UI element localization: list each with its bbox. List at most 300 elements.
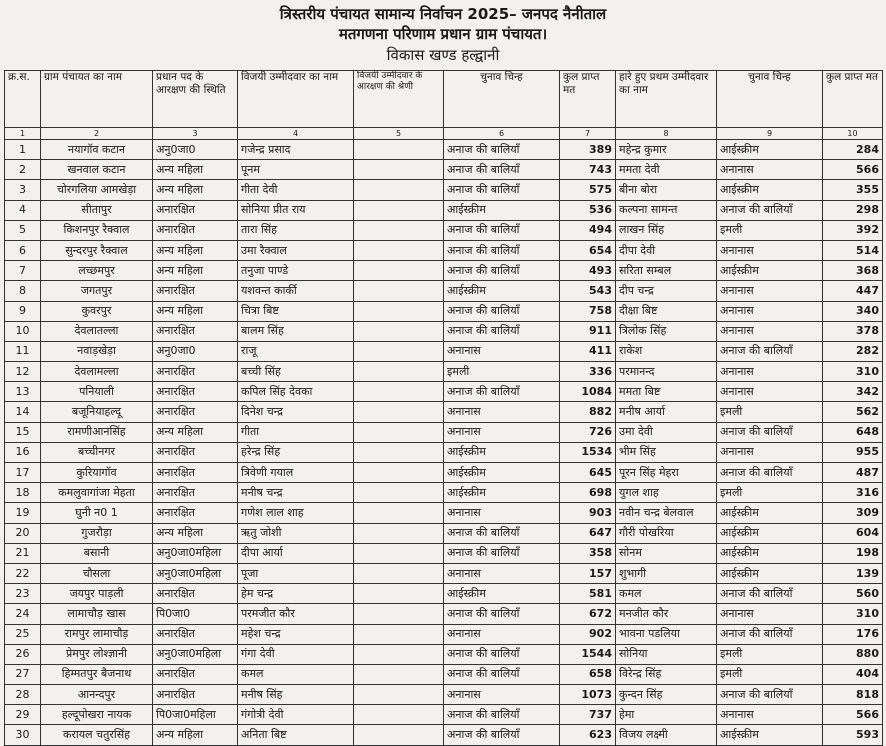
column-number: 10: [823, 128, 883, 140]
winner-votes-cell: 698: [560, 483, 616, 503]
serial-cell: 7: [5, 261, 41, 281]
reservation-cell: अनु0जा0: [153, 140, 238, 160]
table-row: [5, 463, 883, 483]
winner-symbol-cell: अनानास: [444, 685, 560, 705]
runner-up-symbol-cell: अनानास: [717, 240, 823, 260]
runner-up-symbol-cell: आईस्क्रीम: [717, 180, 823, 200]
runner-up-votes-cell: 562: [823, 402, 883, 422]
winner-category-cell: [354, 341, 444, 361]
runner-up-cell: दीप चन्द्र: [616, 281, 717, 301]
serial-cell: 9: [5, 301, 41, 321]
runner-up-cell: दीक्षा बिष्ट: [616, 301, 717, 321]
winner-cell: परमजीत कौर: [238, 604, 354, 624]
table-row: [5, 705, 883, 725]
runner-up-votes-cell: 342: [823, 382, 883, 402]
winner-category-cell: [354, 140, 444, 160]
runner-up-symbol-cell: अनानास: [717, 321, 823, 341]
runner-up-cell: शुभागी: [616, 563, 717, 583]
runner-up-cell: मनजीत कौर: [616, 604, 717, 624]
runner-up-symbol-cell: इमली: [717, 483, 823, 503]
reservation-cell: अन्य महिला: [153, 301, 238, 321]
serial-cell: 6: [5, 240, 41, 260]
winner-votes-cell: 654: [560, 240, 616, 260]
reservation-cell: अनारक्षित: [153, 321, 238, 341]
winner-votes-cell: 494: [560, 220, 616, 240]
runner-up-votes-cell: 298: [823, 200, 883, 220]
reservation-cell: अनारक्षित: [153, 624, 238, 644]
winner-votes-cell: 672: [560, 604, 616, 624]
runner-up-symbol-cell: आईस्क्रीम: [717, 140, 823, 160]
village-cell: लच्छमपुर: [41, 261, 153, 281]
result-subtitle: मतगणना परिणाम प्रधान ग्राम पंचायत।: [338, 25, 548, 43]
reservation-cell: अन्य महिला: [153, 160, 238, 180]
table-row: [5, 604, 883, 624]
winner-symbol-cell: अनाज की बालियॉं: [444, 604, 560, 624]
winner-votes-cell: 882: [560, 402, 616, 422]
serial-cell: 26: [5, 644, 41, 664]
block-name: विकास खण्ड हल्द्वानी: [386, 46, 500, 64]
table-row: [5, 644, 883, 664]
village-cell: गुजरौड़ा: [41, 523, 153, 543]
runner-up-votes-cell: 368: [823, 261, 883, 281]
serial-cell: 29: [5, 705, 41, 725]
winner-cell: उमा रैक्वाल: [238, 240, 354, 260]
runner-up-symbol-cell: अनानास: [717, 301, 823, 321]
serial-cell: 27: [5, 664, 41, 684]
column-number: 7: [560, 128, 616, 140]
runner-up-votes-cell: 880: [823, 644, 883, 664]
runner-up-cell: गौरी पोखरिया: [616, 523, 717, 543]
winner-category-cell: [354, 362, 444, 382]
winner-symbol-cell: अनानास: [444, 422, 560, 442]
winner-cell: गीता: [238, 422, 354, 442]
runner-up-symbol-cell: अनाज की बालियॉं: [717, 584, 823, 604]
header-serial: क्र.स.: [5, 71, 41, 128]
serial-cell: 19: [5, 503, 41, 523]
winner-cell: हरेन्द्र सिंह: [238, 442, 354, 462]
runner-up-votes-cell: 604: [823, 523, 883, 543]
serial-cell: 10: [5, 321, 41, 341]
winner-votes-cell: 536: [560, 200, 616, 220]
winner-cell: त्रिवेणी गयाल: [238, 463, 354, 483]
winner-cell: बच्ची सिंह: [238, 362, 354, 382]
serial-cell: 12: [5, 362, 41, 382]
reservation-cell: अनारक्षित: [153, 281, 238, 301]
runner-up-symbol-cell: अनाज की बालियॉं: [717, 624, 823, 644]
winner-cell: गणेश लाल शाह: [238, 503, 354, 523]
runner-up-votes-cell: 309: [823, 503, 883, 523]
winner-symbol-cell: अनाज की बालियॉं: [444, 321, 560, 341]
runner-up-cell: युगल शाह: [616, 483, 717, 503]
runner-up-symbol-cell: अनानास: [717, 705, 823, 725]
runner-up-votes-cell: 566: [823, 160, 883, 180]
serial-cell: 4: [5, 200, 41, 220]
winner-cell: दिनेश चन्द्र: [238, 402, 354, 422]
document-header: [0, 0, 886, 66]
winner-category-cell: [354, 180, 444, 200]
winner-votes-cell: 543: [560, 281, 616, 301]
winner-cell: राजू: [238, 341, 354, 361]
winner-category-cell: [354, 483, 444, 503]
runner-up-votes-cell: 198: [823, 543, 883, 563]
runner-up-symbol-cell: अनानास: [717, 281, 823, 301]
runner-up-cell: विरेन्द्र सिंह: [616, 664, 717, 684]
winner-symbol-cell: अनाज की बालियॉं: [444, 220, 560, 240]
winner-cell: कमल: [238, 664, 354, 684]
runner-up-cell: दीपा देवी: [616, 240, 717, 260]
runner-up-cell: ममता बिष्ट: [616, 382, 717, 402]
table-row: [5, 584, 883, 604]
winner-cell: गीता देवी: [238, 180, 354, 200]
winner-category-cell: [354, 402, 444, 422]
village-cell: नवाड़खेड़ा: [41, 341, 153, 361]
serial-cell: 15: [5, 422, 41, 442]
winner-category-cell: [354, 160, 444, 180]
winner-votes-cell: 1084: [560, 382, 616, 402]
winner-symbol-cell: इमली: [444, 362, 560, 382]
winner-symbol-cell: अनानास: [444, 563, 560, 583]
winner-category-cell: [354, 644, 444, 664]
serial-cell: 28: [5, 685, 41, 705]
table-row: [5, 160, 883, 180]
winner-cell: पूनम: [238, 160, 354, 180]
winner-votes-cell: 1534: [560, 442, 616, 462]
reservation-cell: अनारक्षित: [153, 382, 238, 402]
runner-up-cell: कुन्दन सिंह: [616, 685, 717, 705]
reservation-cell: अनु0जा0महिला: [153, 644, 238, 664]
serial-cell: 22: [5, 563, 41, 583]
winner-symbol-cell: अनाज की बालियॉं: [444, 543, 560, 563]
village-cell: नयागॉव कटान: [41, 140, 153, 160]
winner-votes-cell: 658: [560, 664, 616, 684]
runner-up-cell: कमल: [616, 584, 717, 604]
village-cell: हल्दूपोखरा नायक: [41, 705, 153, 725]
village-cell: हिम्मतपुर बैजनाथ: [41, 664, 153, 684]
village-cell: खनवाल कटान: [41, 160, 153, 180]
table-row: [5, 543, 883, 563]
serial-cell: 17: [5, 463, 41, 483]
header-runner-up-symbol: चुनाव चिन्ह: [717, 71, 823, 128]
winner-votes-cell: 911: [560, 321, 616, 341]
runner-up-cell: लाखन सिंह: [616, 220, 717, 240]
serial-cell: 8: [5, 281, 41, 301]
runner-up-symbol-cell: अनानास: [717, 362, 823, 382]
reservation-cell: अनारक्षित: [153, 503, 238, 523]
serial-cell: 16: [5, 442, 41, 462]
winner-votes-cell: 737: [560, 705, 616, 725]
winner-votes-cell: 358: [560, 543, 616, 563]
village-cell: किशनपुर रैक्वाल: [41, 220, 153, 240]
winner-cell: अनिता बिष्ट: [238, 725, 354, 745]
runner-up-symbol-cell: अनाज की बालियॉं: [717, 422, 823, 442]
winner-cell: मनीष सिंह: [238, 685, 354, 705]
runner-up-cell: उमा देवी: [616, 422, 717, 442]
winner-votes-cell: 743: [560, 160, 616, 180]
winner-symbol-cell: अनाज की बालियॉं: [444, 644, 560, 664]
winner-category-cell: [354, 503, 444, 523]
reservation-cell: अनु0जा0महिला: [153, 543, 238, 563]
winner-category-cell: [354, 584, 444, 604]
serial-cell: 21: [5, 543, 41, 563]
serial-cell: 2: [5, 160, 41, 180]
winner-category-cell: [354, 563, 444, 583]
village-cell: जगतपुर: [41, 281, 153, 301]
winner-symbol-cell: अनाज की बालियॉं: [444, 160, 560, 180]
winner-symbol-cell: आईस्क्रीम: [444, 463, 560, 483]
reservation-cell: अनारक्षित: [153, 402, 238, 422]
serial-cell: 18: [5, 483, 41, 503]
runner-up-symbol-cell: अनाज की बालियॉं: [717, 341, 823, 361]
serial-cell: 5: [5, 220, 41, 240]
winner-category-cell: [354, 725, 444, 745]
serial-cell: 13: [5, 382, 41, 402]
serial-cell: 1: [5, 140, 41, 160]
winner-category-cell: [354, 523, 444, 543]
reservation-cell: पि0जा0महिला: [153, 705, 238, 725]
runner-up-cell: महेन्द्र कुमार: [616, 140, 717, 160]
header-reservation: प्रधान पद के आरक्षण की स्थिति: [153, 71, 238, 128]
reservation-cell: अन्य महिला: [153, 422, 238, 442]
reservation-cell: पि0जा0: [153, 604, 238, 624]
runner-up-cell: हेमा: [616, 705, 717, 725]
village-cell: घुनी न0 1: [41, 503, 153, 523]
winner-cell: महेश चन्द्र: [238, 624, 354, 644]
table-row: [5, 725, 883, 745]
runner-up-votes-cell: 514: [823, 240, 883, 260]
reservation-cell: अनु0जा0महिला: [153, 563, 238, 583]
runner-up-cell: कल्पना सामन्त: [616, 200, 717, 220]
column-number: 4: [238, 128, 354, 140]
table-row: [5, 402, 883, 422]
runner-up-cell: सोनिया: [616, 644, 717, 664]
village-cell: कुवरपुर: [41, 301, 153, 321]
column-number: 3: [153, 128, 238, 140]
table-row: [5, 523, 883, 543]
runner-up-cell: भीम सिंह: [616, 442, 717, 462]
serial-cell: 24: [5, 604, 41, 624]
table-row: [5, 483, 883, 503]
winner-symbol-cell: अनाज की बालियॉं: [444, 140, 560, 160]
village-cell: पनियाली: [41, 382, 153, 402]
village-cell: कमलुवागांजा मेहता: [41, 483, 153, 503]
runner-up-votes-cell: 955: [823, 442, 883, 462]
table-row: [5, 240, 883, 260]
column-number: 6: [444, 128, 560, 140]
header-runner-up: हारे हुए प्रथम उम्मीदवार का नाम: [616, 71, 717, 128]
winner-votes-cell: 645: [560, 463, 616, 483]
winner-cell: तारा सिंह: [238, 220, 354, 240]
runner-up-cell: पूरन सिंह मेहरा: [616, 463, 717, 483]
winner-symbol-cell: आईस्क्रीम: [444, 200, 560, 220]
runner-up-votes-cell: 176: [823, 624, 883, 644]
serial-cell: 30: [5, 725, 41, 745]
winner-category-cell: [354, 321, 444, 341]
column-number: 1: [5, 128, 41, 140]
winner-category-cell: [354, 281, 444, 301]
table-row: [5, 200, 883, 220]
table-row: [5, 180, 883, 200]
column-number: 8: [616, 128, 717, 140]
winner-votes-cell: 157: [560, 563, 616, 583]
winner-category-cell: [354, 442, 444, 462]
winner-votes-cell: 903: [560, 503, 616, 523]
winner-votes-cell: 411: [560, 341, 616, 361]
runner-up-cell: भावना पडलिया: [616, 624, 717, 644]
runner-up-votes-cell: 139: [823, 563, 883, 583]
runner-up-votes-cell: 648: [823, 422, 883, 442]
header-winner-symbol: चुनाव चिन्ह: [444, 71, 560, 128]
village-cell: रामणीआनसिंह: [41, 422, 153, 442]
village-cell: देवलामल्ला: [41, 362, 153, 382]
runner-up-votes-cell: 355: [823, 180, 883, 200]
winner-category-cell: [354, 382, 444, 402]
runner-up-votes-cell: 447: [823, 281, 883, 301]
table-row: [5, 664, 883, 684]
runner-up-cell: ममता देवी: [616, 160, 717, 180]
winner-category-cell: [354, 624, 444, 644]
winner-category-cell: [354, 200, 444, 220]
runner-up-votes-cell: 487: [823, 463, 883, 483]
header-winner: विजयी उम्मीदवार का नाम: [238, 71, 354, 128]
reservation-cell: अनारक्षित: [153, 442, 238, 462]
winner-symbol-cell: अनानास: [444, 624, 560, 644]
runner-up-votes-cell: 593: [823, 725, 883, 745]
runner-up-symbol-cell: अनाज की बालियॉं: [717, 463, 823, 483]
reservation-cell: अन्य महिला: [153, 240, 238, 260]
table-row: [5, 341, 883, 361]
runner-up-symbol-cell: इमली: [717, 220, 823, 240]
reservation-cell: अनु0जा0: [153, 341, 238, 361]
header-runner-up-votes: कुल प्राप्त मत: [823, 71, 883, 128]
winner-cell: सोनिया प्रीत राय: [238, 200, 354, 220]
winner-symbol-cell: अनाज की बालियॉं: [444, 705, 560, 725]
election-title: त्रिस्तरीय पंचायत सामान्य निर्वाचन 2025– जनपद नैनीताल: [279, 5, 607, 23]
winner-votes-cell: 575: [560, 180, 616, 200]
winner-votes-cell: 493: [560, 261, 616, 281]
winner-votes-cell: 623: [560, 725, 616, 745]
winner-cell: हेम चन्द्र: [238, 584, 354, 604]
column-number: 9: [717, 128, 823, 140]
village-cell: लामाचौड़ खास: [41, 604, 153, 624]
reservation-cell: अन्य महिला: [153, 261, 238, 281]
village-cell: देवलातल्ला: [41, 321, 153, 341]
winner-votes-cell: 336: [560, 362, 616, 382]
reservation-cell: अनारक्षित: [153, 220, 238, 240]
village-cell: चोरगलिया आमखेड़ा: [41, 180, 153, 200]
table-row: [5, 503, 883, 523]
winner-symbol-cell: अनानास: [444, 503, 560, 523]
runner-up-cell: विजय लक्ष्मी: [616, 725, 717, 745]
winner-category-cell: [354, 604, 444, 624]
winner-cell: पूजा: [238, 563, 354, 583]
winner-cell: दीपा आर्या: [238, 543, 354, 563]
reservation-cell: अनारक्षित: [153, 483, 238, 503]
reservation-cell: अन्य महिला: [153, 725, 238, 745]
winner-category-cell: [354, 463, 444, 483]
reservation-cell: अनारक्षित: [153, 664, 238, 684]
winner-symbol-cell: अनाज की बालियॉं: [444, 180, 560, 200]
runner-up-symbol-cell: अनानास: [717, 160, 823, 180]
runner-up-symbol-cell: अनानास: [717, 382, 823, 402]
header-winner-category: विजयी उम्मीदवार के आरक्षण की श्रेणी: [354, 71, 444, 128]
table-row: [5, 422, 883, 442]
serial-cell: 25: [5, 624, 41, 644]
column-number-row: [5, 128, 883, 140]
runner-up-votes-cell: 310: [823, 604, 883, 624]
runner-up-symbol-cell: अनाज की बालियॉं: [717, 200, 823, 220]
table-row: [5, 281, 883, 301]
winner-category-cell: [354, 705, 444, 725]
winner-cell: ऋतु जोशी: [238, 523, 354, 543]
village-cell: प्रेमपुर लोश्ज्ञानी: [41, 644, 153, 664]
village-cell: बजूनियाहल्दू: [41, 402, 153, 422]
table-row: [5, 362, 883, 382]
winner-symbol-cell: अनाज की बालियॉं: [444, 523, 560, 543]
runner-up-symbol-cell: आईस्क्रीम: [717, 261, 823, 281]
winner-votes-cell: 758: [560, 301, 616, 321]
serial-cell: 11: [5, 341, 41, 361]
runner-up-cell: राकेश: [616, 341, 717, 361]
runner-up-votes-cell: 392: [823, 220, 883, 240]
winner-category-cell: [354, 240, 444, 260]
table-header-row: [5, 71, 883, 128]
reservation-cell: अनारक्षित: [153, 584, 238, 604]
table-row: [5, 261, 883, 281]
winner-cell: यशवन्त कार्की: [238, 281, 354, 301]
winner-symbol-cell: आईस्क्रीम: [444, 442, 560, 462]
runner-up-symbol-cell: अनाज की बालियॉं: [717, 685, 823, 705]
runner-up-symbol-cell: इमली: [717, 664, 823, 684]
winner-cell: चित्रा बिष्ट: [238, 301, 354, 321]
runner-up-symbol-cell: आईस्क्रीम: [717, 563, 823, 583]
winner-category-cell: [354, 543, 444, 563]
runner-up-votes-cell: 560: [823, 584, 883, 604]
winner-symbol-cell: आईस्क्रीम: [444, 483, 560, 503]
winner-category-cell: [354, 664, 444, 684]
runner-up-votes-cell: 404: [823, 664, 883, 684]
winner-category-cell: [354, 422, 444, 442]
village-cell: कुरियागॉव: [41, 463, 153, 483]
column-number: 2: [41, 128, 153, 140]
runner-up-cell: त्रिलोक सिंह: [616, 321, 717, 341]
winner-symbol-cell: अनाज की बालियॉं: [444, 301, 560, 321]
runner-up-votes-cell: 282: [823, 341, 883, 361]
village-cell: बच्चीनगर: [41, 442, 153, 462]
winner-symbol-cell: अनाज की बालियॉं: [444, 382, 560, 402]
winner-symbol-cell: अनानास: [444, 402, 560, 422]
winner-symbol-cell: अनाज की बालियॉं: [444, 725, 560, 745]
reservation-cell: अन्य महिला: [153, 523, 238, 543]
reservation-cell: अनारक्षित: [153, 362, 238, 382]
runner-up-cell: नवीन चन्द्र बेलवाल: [616, 503, 717, 523]
winner-votes-cell: 1073: [560, 685, 616, 705]
village-cell: करायल चतुरसिंह: [41, 725, 153, 745]
runner-up-votes-cell: 284: [823, 140, 883, 160]
table-row: [5, 140, 883, 160]
winner-cell: कपिल सिंह देवका: [238, 382, 354, 402]
winner-category-cell: [354, 220, 444, 240]
winner-votes-cell: 902: [560, 624, 616, 644]
runner-up-cell: मनीष आर्या: [616, 402, 717, 422]
winner-votes-cell: 389: [560, 140, 616, 160]
runner-up-symbol-cell: अनानास: [717, 604, 823, 624]
village-cell: चौसला: [41, 563, 153, 583]
runner-up-symbol-cell: अनानास: [717, 442, 823, 462]
table-row: [5, 220, 883, 240]
runner-up-votes-cell: 310: [823, 362, 883, 382]
reservation-cell: अनारक्षित: [153, 200, 238, 220]
runner-up-votes-cell: 378: [823, 321, 883, 341]
